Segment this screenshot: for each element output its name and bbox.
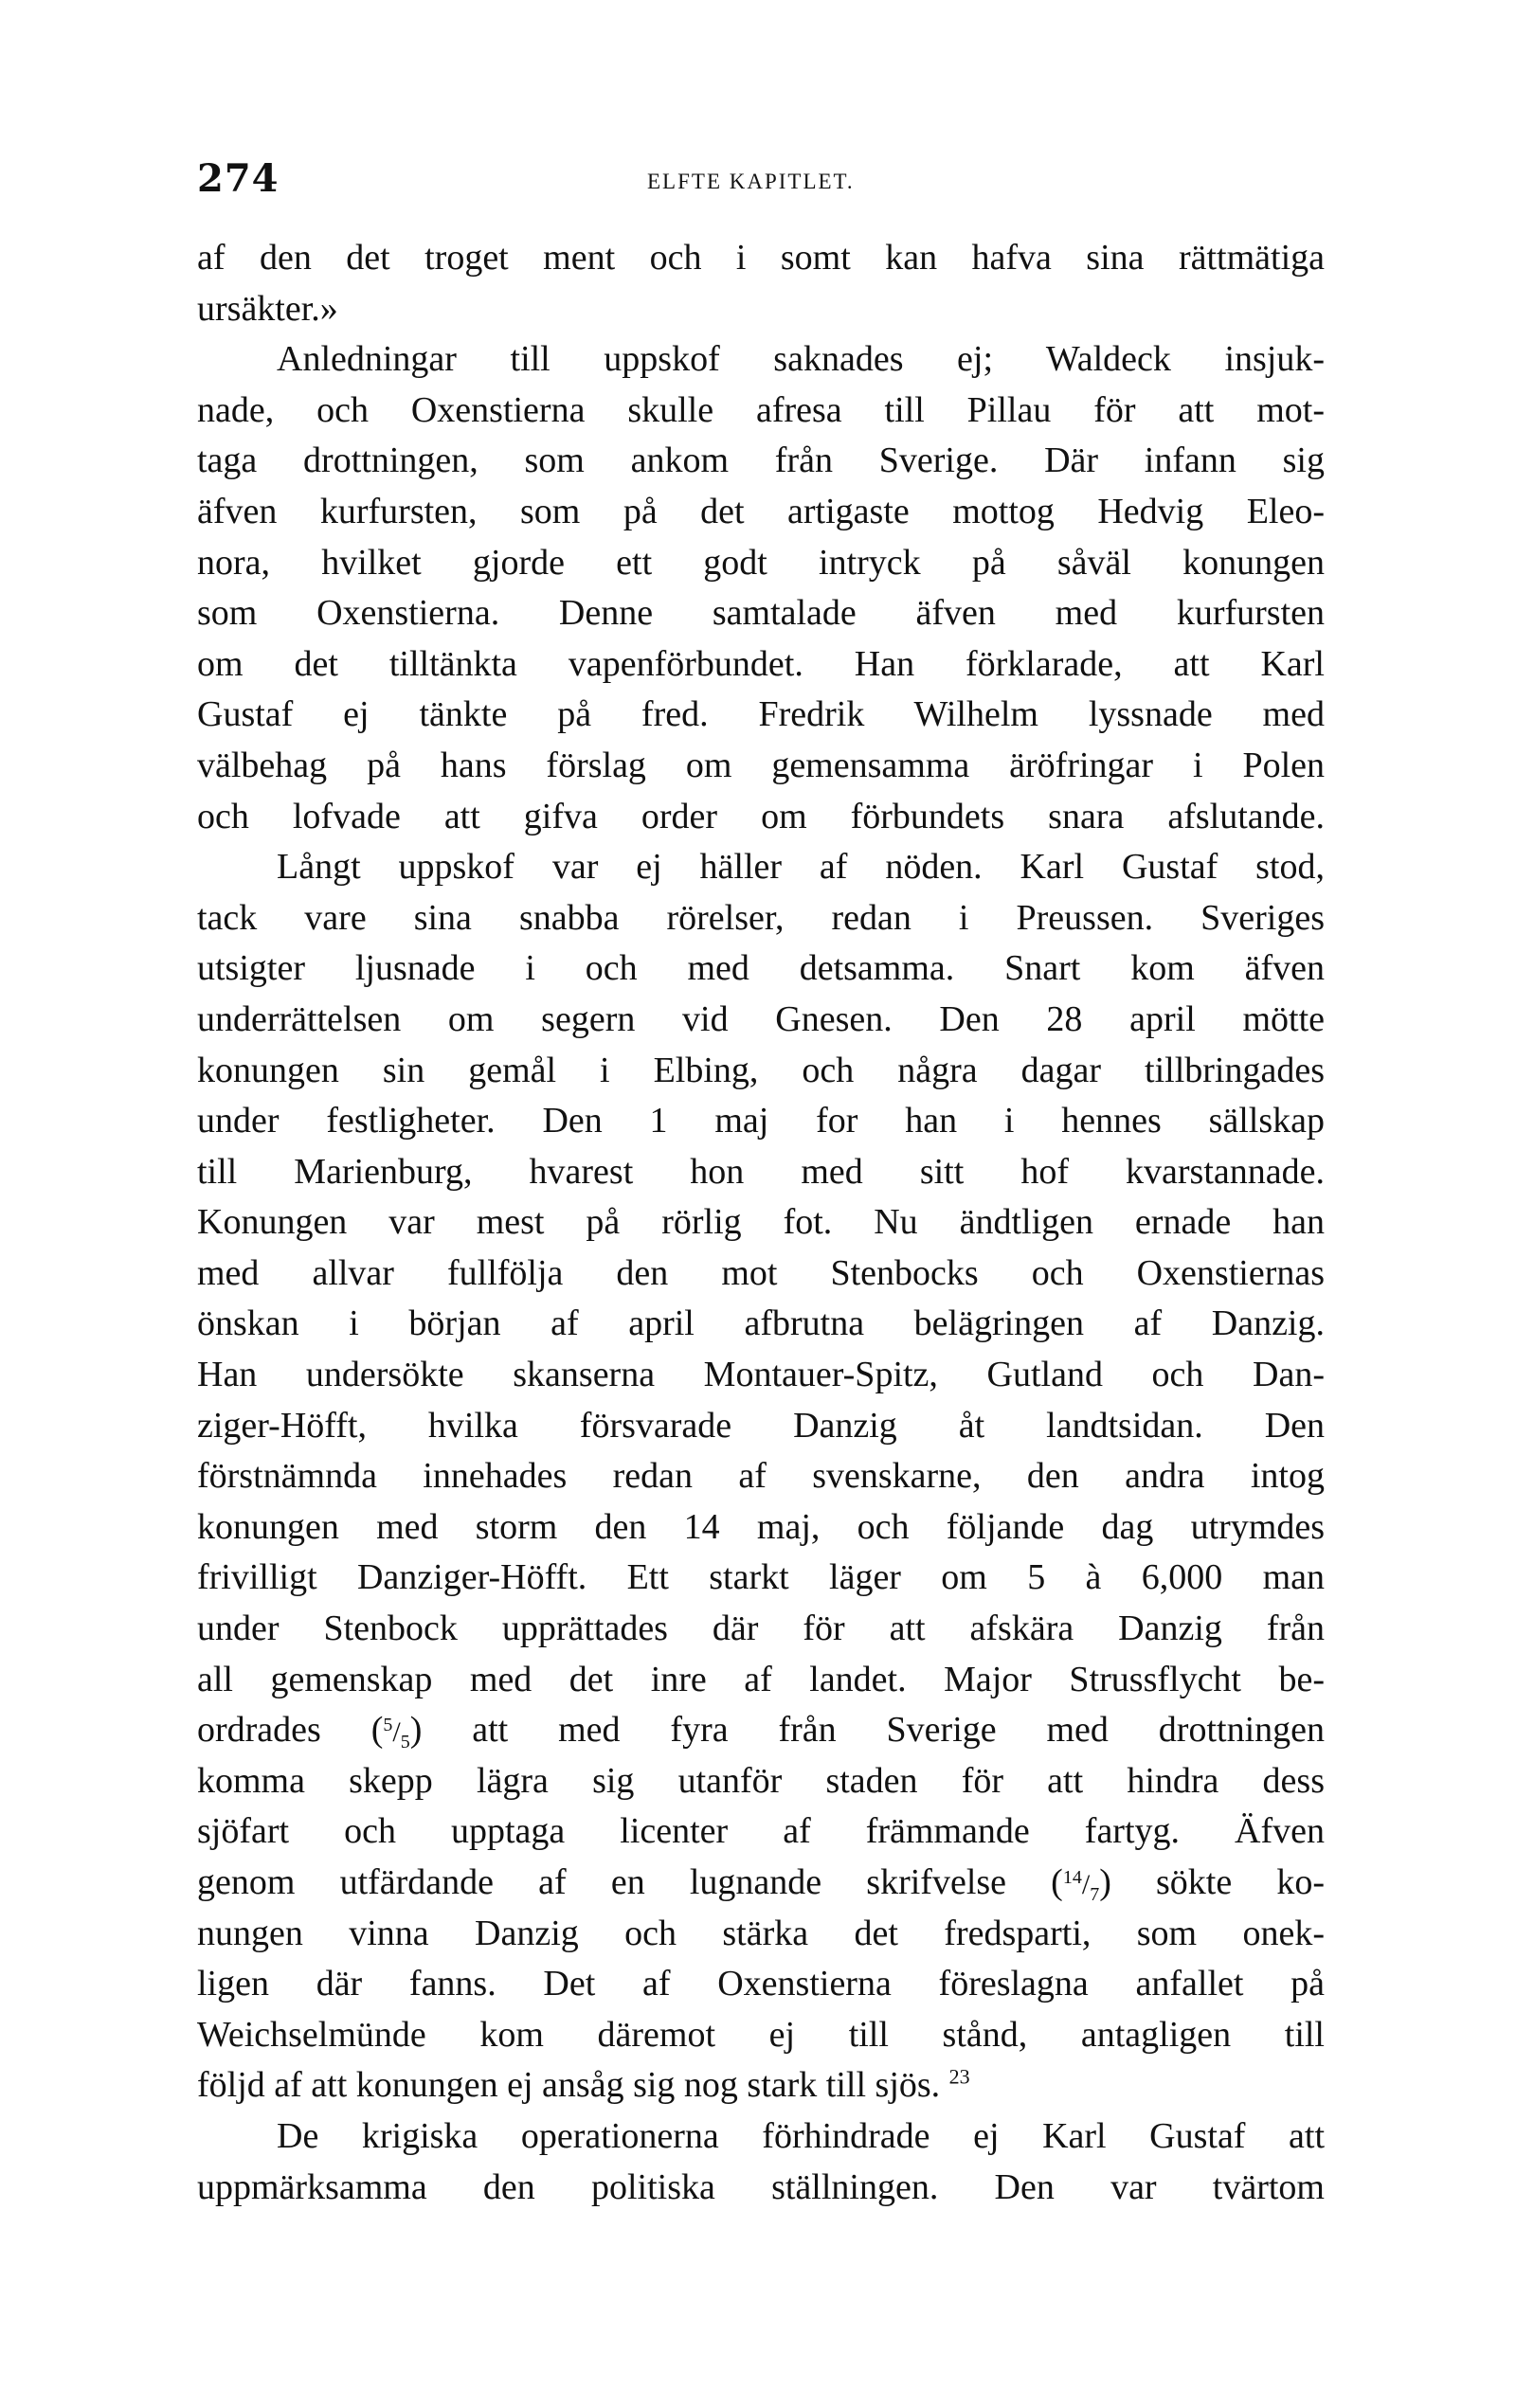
page-header [197, 156, 1325, 213]
text-segment: följd af att konungen ej ansåg sig nog stark till sjös. [197, 2065, 941, 2106]
fraction-numerator: 14 [1062, 1867, 1082, 1888]
page-number: 274 [197, 156, 280, 201]
text-segment: ordrades ( [197, 1710, 384, 1751]
text-line: konungen sin gemål i Elbing, och några dagar tillbringades [197, 1050, 1325, 1090]
text-line-with-date [197, 1705, 1325, 1756]
text-line: önskan i början af april afbrutna belägringen af Danzig. [197, 1303, 1325, 1344]
text-line: komma skepp lägra sig utanför staden för att hindra dess [197, 1760, 1325, 1801]
text-line: underrättelsen om segern vid Gnesen. Den 28 april mötte [197, 998, 1325, 1039]
text-line-with-date [197, 1858, 1325, 1909]
text-line: nora, hvilket gjorde ett godt intryck på såväl konungen [197, 542, 1325, 583]
text-line: Weichselmünde kom däremot ej till stånd, antagligen till [197, 2014, 1325, 2055]
text-line: nungen vinna Danzig och stärka det fredsparti, som onek- [197, 1913, 1325, 1953]
text-line: som Oxenstierna. Denne samtalade äfven med kurfursten [197, 593, 1325, 634]
text-line: frivilligt Danziger-Höfft. Ett starkt läger om 5 à 6,000 man [197, 1557, 1325, 1598]
text-segment: ) att med fyra från Sverige med drottningen [409, 1710, 1326, 1751]
footnote-marker[interactable]: 23 [948, 2064, 970, 2089]
text-line: till Marienburg, hvarest hon med sitt hof kvarstannade. [197, 1151, 1325, 1192]
date-fraction: $^5/_5$ [383, 1715, 410, 1753]
text-line: sjöfart och upptaga licenter af främmande fartyg. Äfven [197, 1811, 1325, 1852]
text-line: De krigiska operationerna förhindrade ej Karl Gustaf att [277, 2115, 1325, 2156]
text-line: utsigter ljusnade i och med detsamma. Snart kom äfven [197, 948, 1325, 989]
fraction-denominator: 7 [1090, 1884, 1100, 1905]
text-segment: genom utfärdande af en lugnande skrifvelse ( [197, 1862, 1063, 1902]
fraction-denominator: 5 [400, 1732, 410, 1753]
text-line: Han undersökte skanserna Montauer-Spitz, Gutland och Dan- [197, 1355, 1325, 1395]
text-line: förstnämnda innehades redan af svenskarne, den andra intog [197, 1456, 1325, 1497]
text-line: Konungen var mest på rörlig fot. Nu ändtligen ernade han [197, 1202, 1325, 1243]
text-line: med allvar fullfölja den mot Stenbocks och Oxenstiernas [197, 1252, 1325, 1293]
text-line: Långt uppskof var ej häller af nöden. Karl Gustaf stod, [277, 847, 1325, 888]
fraction-numerator: 5 [383, 1715, 393, 1736]
text-line: ziger-Höfft, hvilka försvarade Danzig åt landtsidan. Den [197, 1405, 1325, 1446]
text-line: nade, och Oxenstierna skulle afresa till Pillau för att mot- [197, 389, 1325, 430]
text-line: under festligheter. Den 1 maj for han i hennes sällskap [197, 1101, 1325, 1141]
text-line: all gemenskap med det inre af landet. Major Strussflycht be- [197, 1659, 1325, 1699]
text-line: ursäkter.» [197, 288, 338, 329]
text-line: tack vare sina snabba rörelser, redan i Preussen. Sveriges [197, 897, 1325, 938]
text-line: under Stenbock upprättades där för att afskära Danzig från [197, 1608, 1325, 1649]
text-line: Anledningar till uppskof saknades ej; Waldeck insjuk- [277, 339, 1325, 380]
text-line: uppmärksamma den politiska ställningen. Den var tvärtom [197, 2166, 1325, 2207]
date-fraction: $^{14}/_7$ [1062, 1867, 1100, 1905]
text-line: ligen där fanns. Det af Oxenstierna föreslagna anfallet på [197, 1964, 1325, 2004]
text-line: konungen med storm den 14 maj, och följande dag utrymdes [197, 1506, 1325, 1547]
text-line: taga drottningen, som ankom från Sverige. Där infann sig [197, 440, 1325, 481]
text-line: och lofvade att gifva order om förbundets snara afslutande. [197, 796, 1325, 836]
text-line: om det tilltänkta vapenförbundet. Han förklarade, att Karl [197, 643, 1325, 684]
text-line: äfven kurfursten, som på det artigaste mottog Hedvig Eleo- [197, 491, 1325, 531]
text-line: välbehag på hans förslag om gemensamma äröfringar i Polen [197, 745, 1325, 785]
text-segment: ) sökte ko- [1099, 1862, 1326, 1902]
running-head: ELFTE KAPITLET. [647, 170, 855, 193]
text-line: af den det troget ment och i somt kan hafva sina rättmätiga [197, 238, 1325, 278]
text-line-with-footnote [197, 2060, 1325, 2111]
text-line: Gustaf ej tänkte på fred. Fredrik Wilhelm lyssnade med [197, 694, 1325, 735]
body-text [197, 233, 1325, 2213]
